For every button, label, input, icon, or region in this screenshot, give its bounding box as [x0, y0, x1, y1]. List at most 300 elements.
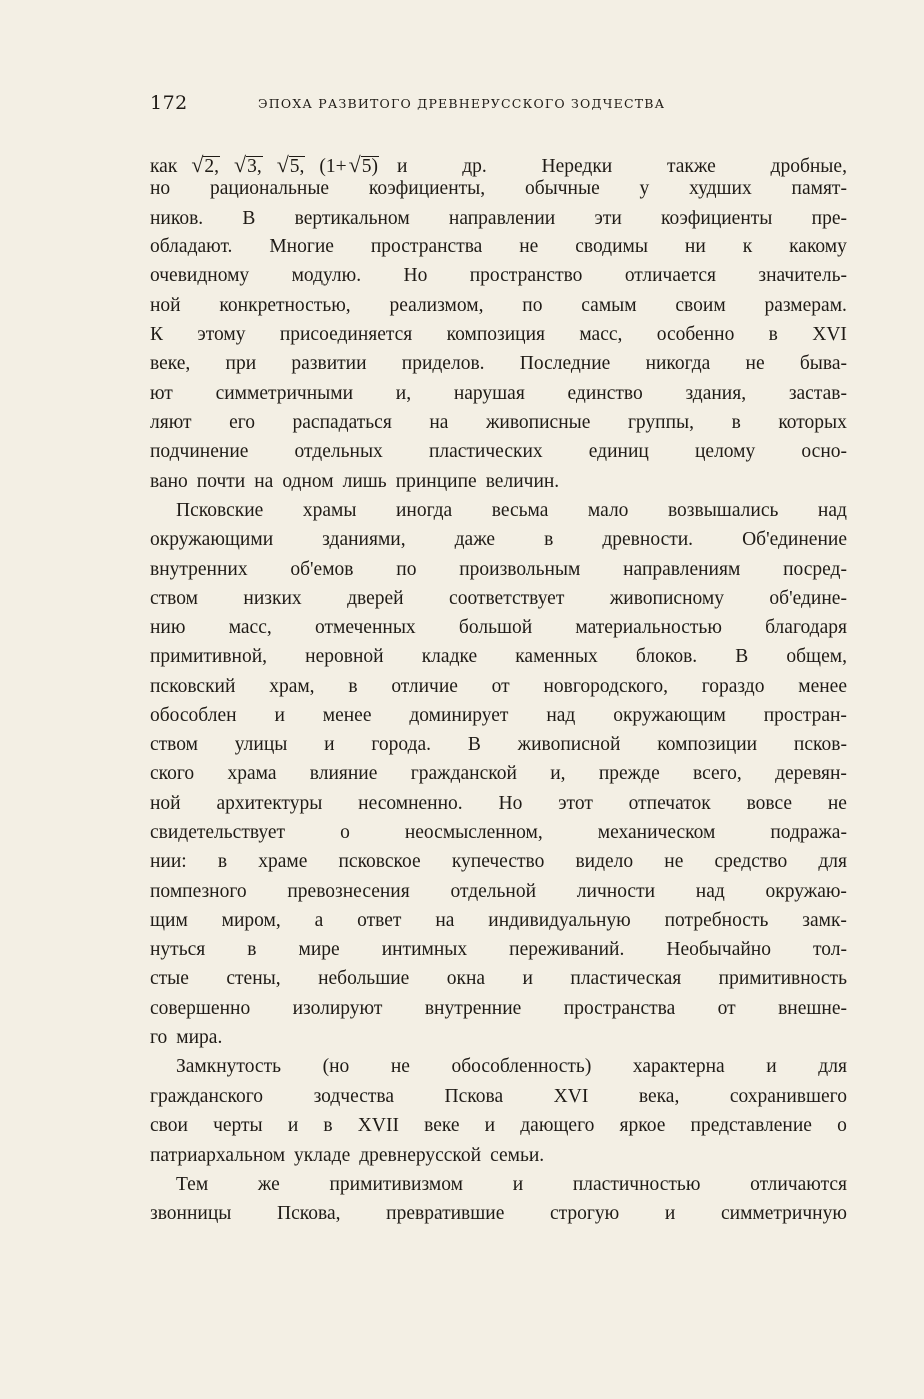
word: дающего: [520, 1115, 595, 1136]
text-line: [176, 497, 847, 525]
word: в: [247, 939, 257, 960]
word: превознесения: [287, 881, 410, 902]
word: и,: [550, 763, 566, 784]
word: не: [390, 1056, 410, 1077]
word: коэфициенты: [661, 208, 773, 229]
word: эти: [594, 208, 622, 229]
formula-word: как: [150, 156, 178, 177]
radical-sign-icon: √: [191, 152, 204, 177]
word: гражданского: [150, 1086, 264, 1107]
word: отличие: [391, 676, 458, 697]
text-line: [150, 614, 847, 642]
word: окружаю-: [765, 881, 847, 902]
word: пространство: [469, 265, 583, 286]
word: мире: [298, 939, 340, 960]
word: Но: [498, 793, 523, 814]
word: пространства: [563, 998, 676, 1019]
text-line: [150, 438, 847, 466]
word: псков-: [793, 734, 847, 755]
word: и: [512, 1174, 524, 1195]
word: реализмом,: [389, 295, 484, 316]
radicand: 2,: [204, 156, 220, 177]
word: патриархальном: [150, 1145, 286, 1166]
word: пластических: [428, 441, 543, 462]
word: древнерусской: [359, 1145, 482, 1166]
word: над: [817, 500, 847, 521]
word: целому: [694, 441, 756, 462]
word: В: [242, 208, 256, 229]
word: купечество: [451, 851, 545, 872]
word: Тем: [176, 1174, 209, 1195]
word: худших: [689, 178, 752, 199]
word: средство: [714, 851, 788, 872]
word: и: [324, 734, 335, 755]
word: храм,: [269, 676, 315, 697]
word: ют: [150, 383, 173, 404]
word: обособленность): [451, 1056, 592, 1077]
word: сохранившего: [729, 1086, 847, 1107]
word: влияние: [309, 763, 378, 784]
running-head: ЭПОХА РАЗВИТОГО ДРЕВНЕРУССКОГО ЗОДЧЕСТВА: [258, 96, 666, 111]
word: внутренних: [150, 559, 248, 580]
text-line: [150, 350, 847, 378]
word: щим: [150, 910, 188, 931]
word: деревян-: [775, 763, 847, 784]
word: видело: [575, 851, 634, 872]
word: при: [225, 353, 257, 374]
word: приделов.: [401, 353, 485, 374]
text-line: [150, 965, 847, 993]
word: на: [429, 412, 449, 433]
word: обладают.: [150, 236, 233, 257]
word: вовсе: [746, 793, 793, 814]
word: принципе: [395, 471, 477, 492]
word: у: [639, 178, 650, 199]
word: характерна: [632, 1056, 725, 1077]
text-line: [150, 907, 847, 935]
text-line: [150, 233, 847, 261]
word: мира.: [176, 1027, 223, 1048]
text-line: [150, 205, 847, 233]
word: звонницы: [150, 1203, 232, 1224]
word: ляют: [150, 412, 192, 433]
text-line: [150, 760, 847, 788]
word: а: [314, 910, 324, 931]
word: в: [544, 529, 554, 550]
word: окружающим: [613, 705, 726, 726]
word: храма: [227, 763, 277, 784]
word: Необычайно: [666, 939, 771, 960]
word: для: [818, 1056, 847, 1077]
word: и: [397, 156, 408, 177]
text-line: [150, 585, 847, 613]
text-line: [150, 702, 847, 730]
word: всего,: [693, 763, 742, 784]
word: размерам.: [764, 295, 847, 316]
word: дробные,: [770, 156, 847, 177]
text-line: [150, 1083, 847, 1111]
word: об'емов: [290, 559, 354, 580]
word: семьи.: [490, 1145, 545, 1166]
radical-sign-icon: √: [276, 152, 289, 177]
word: и: [484, 1115, 496, 1136]
word: лишь: [342, 471, 387, 492]
word: города.: [371, 734, 432, 755]
text-line: [150, 409, 847, 437]
word: храме: [258, 851, 308, 872]
word: веке: [424, 1115, 460, 1136]
word: века,: [638, 1086, 680, 1107]
word: о: [837, 1115, 847, 1136]
word: свидетельствует: [150, 822, 286, 843]
word: пре-: [811, 208, 847, 229]
word: застав-: [788, 383, 847, 404]
word: ством: [150, 734, 198, 755]
word: ответ: [357, 910, 402, 931]
word: улицы: [234, 734, 288, 755]
word: композиции: [657, 734, 758, 755]
word: в: [348, 676, 358, 697]
text-line: [150, 995, 847, 1023]
text-line: [150, 262, 847, 290]
text-line: [150, 1200, 847, 1228]
word: нии:: [150, 851, 187, 872]
word: о: [340, 822, 350, 843]
word: сводимы: [575, 236, 648, 257]
word: здания,: [685, 383, 747, 404]
word: и: [287, 1115, 299, 1136]
word: окружающими: [150, 529, 274, 550]
word: В: [735, 646, 749, 667]
word: окна: [446, 968, 486, 989]
word: кладке: [421, 646, 478, 667]
word: подчинение: [150, 441, 249, 462]
page-header: [150, 92, 850, 116]
word: весьма: [491, 500, 549, 521]
page-number: 172: [150, 92, 188, 114]
text-line: [150, 380, 847, 408]
word: отмеченных: [314, 617, 416, 638]
word: псковское: [338, 851, 421, 872]
word: XVII: [357, 1115, 399, 1136]
word: произвольным: [459, 559, 581, 580]
word: индивидуальную: [488, 910, 631, 931]
word: которых: [778, 412, 847, 433]
word: иногда: [395, 500, 453, 521]
word: несомненно.: [358, 793, 463, 814]
word: но: [150, 178, 171, 199]
word: ной: [150, 793, 181, 814]
word: стые: [150, 968, 189, 989]
word: единиц: [588, 441, 649, 462]
word: укладе: [294, 1145, 351, 1166]
word: интимных: [381, 939, 468, 960]
word: вано: [150, 471, 188, 492]
word: Но: [403, 265, 428, 286]
word: ни: [684, 236, 706, 257]
text-line: [150, 1112, 847, 1140]
word: ников.: [150, 208, 204, 229]
text-line: [150, 936, 847, 964]
word: распадаться: [292, 412, 392, 433]
word: вертикальном: [294, 208, 410, 229]
text-line: [150, 643, 847, 671]
radicand: 5,: [289, 156, 305, 177]
text-line: [150, 819, 847, 847]
word: каменных: [515, 646, 598, 667]
word: гораздо: [701, 676, 765, 697]
word: какому: [789, 236, 847, 257]
word: соответствует: [449, 588, 565, 609]
word: стены,: [226, 968, 281, 989]
word: ством: [150, 588, 198, 609]
word: в: [731, 412, 741, 433]
word: переживаний.: [509, 939, 625, 960]
word: возвышались: [667, 500, 779, 521]
word: по: [396, 559, 417, 580]
word: замк-: [802, 910, 847, 931]
word: совершенно: [150, 998, 251, 1019]
word: Многие: [269, 236, 334, 257]
word: симметричную: [721, 1203, 847, 1224]
radicand: 5): [361, 156, 378, 177]
word: осно-: [801, 441, 847, 462]
word: развитии: [291, 353, 367, 374]
word: нарушая: [453, 383, 525, 404]
word: нуться: [150, 939, 206, 960]
word: модулю.: [291, 265, 362, 286]
word: этому: [197, 324, 246, 345]
word: на: [435, 910, 455, 931]
word: обычные: [524, 178, 600, 199]
word: веке,: [150, 353, 191, 374]
word: миром,: [221, 910, 281, 931]
word: для: [818, 851, 847, 872]
word: от: [717, 998, 736, 1019]
word: свои: [150, 1115, 188, 1136]
word: Нередки: [541, 156, 613, 177]
word: быва-: [799, 353, 847, 374]
word: нию: [150, 617, 186, 638]
formula-paren: (1+: [319, 156, 347, 177]
word: (но: [322, 1056, 350, 1077]
word: конкретностью,: [219, 295, 351, 316]
word: очевидному: [150, 265, 250, 286]
word: храмы: [302, 500, 357, 521]
word: отличается: [624, 265, 717, 286]
word: архитектуры: [216, 793, 323, 814]
text-line: [150, 673, 847, 701]
word: блоков.: [635, 646, 698, 667]
word: го: [150, 1027, 168, 1048]
word: масс,: [228, 617, 272, 638]
word: К: [150, 324, 164, 345]
word: механическом: [597, 822, 716, 843]
word: менее: [798, 676, 847, 697]
word: превратившие: [386, 1203, 505, 1224]
word: Пскова,: [277, 1203, 341, 1224]
word: живописные: [485, 412, 591, 433]
word: этот: [558, 793, 593, 814]
word: большой: [458, 617, 533, 638]
word: личности: [576, 881, 656, 902]
word: не: [745, 353, 765, 374]
word: черты: [213, 1115, 263, 1136]
word: к: [742, 236, 753, 257]
text-line: [150, 1142, 847, 1170]
word: группы,: [627, 412, 695, 433]
word: по: [522, 295, 543, 316]
word: Об'единение: [742, 529, 847, 550]
word: др.: [462, 156, 487, 177]
word: величин.: [485, 471, 560, 492]
word: тол-: [813, 939, 847, 960]
word: Пскова: [444, 1086, 504, 1107]
word: яркое: [619, 1115, 666, 1136]
word: и: [274, 705, 285, 726]
word: потребность: [664, 910, 769, 931]
word: в: [768, 324, 778, 345]
word: присоединяется: [279, 324, 413, 345]
word: пластичностью: [572, 1174, 701, 1195]
word: строгую: [550, 1203, 620, 1224]
word: отпечаток: [628, 793, 711, 814]
text-line: [150, 1024, 847, 1052]
word: направлениям: [623, 559, 741, 580]
word: отдельной: [450, 881, 537, 902]
word: масс,: [579, 324, 623, 345]
word: отличаются: [750, 1174, 847, 1195]
word: также: [667, 156, 716, 177]
word: менее: [322, 705, 372, 726]
word: зодчества: [313, 1086, 395, 1107]
word: никогда: [645, 353, 711, 374]
word: не: [664, 851, 684, 872]
word: В: [467, 734, 481, 755]
word: XVI: [553, 1086, 589, 1107]
text-line: [150, 468, 847, 496]
word: псковский: [150, 676, 236, 697]
word: помпезного: [150, 881, 247, 902]
text-line: [150, 848, 847, 876]
word: одном: [282, 471, 334, 492]
word: особенно: [656, 324, 735, 345]
word: композиция: [446, 324, 545, 345]
word: не: [519, 236, 539, 257]
word: в: [217, 851, 228, 872]
text-line: [150, 878, 847, 906]
word: направлении: [448, 208, 556, 229]
word: небольшие: [318, 968, 410, 989]
word: и,: [395, 383, 412, 404]
word: гражданской: [410, 763, 517, 784]
text-line: [150, 526, 847, 554]
text-line: [176, 1171, 847, 1199]
text-line: [150, 292, 847, 320]
word: благодаря: [765, 617, 847, 638]
word: пластическая: [570, 968, 682, 989]
radicand: 3,: [247, 156, 262, 177]
text-line: [150, 175, 847, 203]
word: примитивность: [718, 968, 847, 989]
word: памят-: [791, 178, 847, 199]
word: и: [766, 1056, 777, 1077]
word: над: [546, 705, 576, 726]
word: и: [522, 968, 533, 989]
text-line: [150, 321, 847, 349]
word: примитивной,: [150, 646, 268, 667]
word: почти: [196, 471, 246, 492]
text-line: [176, 1053, 847, 1081]
word: и: [664, 1203, 676, 1224]
word: рациональные: [209, 178, 330, 199]
word: над: [695, 881, 725, 902]
word: от: [491, 676, 510, 697]
word: пространства: [370, 236, 483, 257]
word: представление: [690, 1115, 812, 1136]
word: подража-: [770, 822, 847, 843]
word: посред-: [783, 559, 847, 580]
word: прежде: [598, 763, 660, 784]
word: внешне-: [778, 998, 847, 1019]
word: примитивизмом: [329, 1174, 463, 1195]
word: в: [323, 1115, 333, 1136]
word: низких: [243, 588, 302, 609]
word: на: [254, 471, 274, 492]
word: единство: [567, 383, 643, 404]
word: даже: [454, 529, 496, 550]
word: обособлен: [150, 705, 237, 726]
text-line: [150, 790, 847, 818]
word: отдельных: [294, 441, 383, 462]
word: Псковские: [176, 500, 264, 521]
word: самым: [581, 295, 637, 316]
word: новгородского,: [543, 676, 668, 697]
radical-sign-icon: √: [348, 152, 361, 177]
word: доминирует: [409, 705, 509, 726]
word: ной: [150, 295, 181, 316]
word: не: [827, 793, 847, 814]
word: мало: [587, 500, 629, 521]
word: материальностью: [575, 617, 722, 638]
word: своим: [675, 295, 726, 316]
word: дверей: [347, 588, 404, 609]
radical-sign-icon: √: [234, 152, 247, 177]
word: изолируют: [292, 998, 383, 1019]
word: живописной: [517, 734, 621, 755]
word: общем,: [786, 646, 847, 667]
word: внутренние: [424, 998, 522, 1019]
word: живописному: [609, 588, 724, 609]
word: древности.: [602, 529, 694, 550]
word: неосмысленном,: [404, 822, 543, 843]
word: об'едине-: [769, 588, 847, 609]
word: Последние: [519, 353, 611, 374]
word: неровной: [305, 646, 384, 667]
word: простран-: [763, 705, 847, 726]
word: коэфициенты,: [368, 178, 486, 199]
word: зданиями,: [322, 529, 406, 550]
word: же: [257, 1174, 280, 1195]
word: XVI: [812, 324, 847, 345]
word: симметричными: [215, 383, 354, 404]
word: его: [229, 412, 255, 433]
word: ского: [150, 763, 195, 784]
word: Замкнутость: [176, 1056, 281, 1077]
text-line: [150, 731, 847, 759]
word: значитель-: [758, 265, 847, 286]
text-line: [150, 556, 847, 584]
